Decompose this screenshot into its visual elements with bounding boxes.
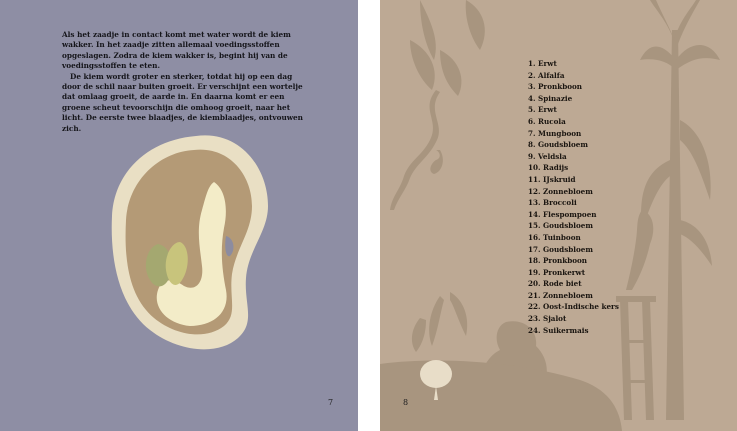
list-item: 5. Erwt	[528, 105, 557, 115]
beet-leaf	[412, 318, 426, 352]
list-item: 17. Goudsbloem	[528, 244, 593, 254]
list-item: 1. Erwt	[528, 59, 557, 68]
ground-mound	[380, 361, 622, 431]
corn-tassel	[674, 0, 700, 44]
list-item: 9. Veldsla	[528, 151, 567, 161]
list-item: 11. IJskruid	[528, 174, 576, 184]
list-item: 23. Sjalot	[528, 314, 567, 324]
list-item: 2. Alfalfa	[528, 70, 565, 80]
list-item: 16. Tuinboon	[528, 232, 581, 242]
paragraph-2: De kiem wordt groter en sterker, totdat hij op een dag door de schil naar buiten groeit. Er verschijnt een wortelje dat omlaag groeit, de aarde in. En daarna komt er een groene scheut tevoorschijn die omhoog groeit, naar het licht. De eerste twee blaadjes, de kiemblaadjes, ontvouwen zich.	[62, 71, 303, 133]
list-item: 18. Pronkboon	[528, 256, 588, 266]
beet-root	[420, 360, 452, 388]
list-item: 13. Broccoli	[528, 198, 577, 208]
ladder-seat	[616, 296, 656, 302]
leaf-silhouette	[440, 50, 461, 96]
list-item: 24. Suikermais	[528, 325, 589, 335]
figure-silhouette-top	[466, 0, 485, 50]
ladder-leg	[620, 300, 632, 420]
left-page	[0, 0, 358, 431]
list-item: 12. Zonnebloem	[528, 186, 593, 196]
list-item: 20. Rode biet	[528, 279, 582, 289]
vine-silhouette	[390, 90, 440, 210]
list-item: 15. Goudsbloem	[528, 221, 593, 231]
ladder-leg	[642, 300, 654, 420]
page-number: 8	[403, 398, 409, 407]
page-gutter	[358, 0, 380, 431]
list-item: 3. Pronkboon	[528, 82, 583, 92]
bean-seed-illustration	[0, 0, 358, 431]
list-item: 7. Mungboon	[528, 128, 582, 138]
paragraph-1: Als het zaadje in contact komt met water wordt de kiem wakker. In het zaadje zitten allemaal voedingsstoffen opgeslagen. Zodra de kiem wakker is, begint hij van de voedingsstoffen te eten.	[62, 30, 291, 71]
list-item: 8. Goudsbloem	[528, 140, 588, 150]
corn-leaf	[680, 220, 712, 266]
beet-leaf	[429, 296, 444, 346]
corn-leaf	[676, 45, 720, 70]
list-item: 22. Oost-Indische kers	[528, 302, 619, 312]
right-page	[380, 0, 737, 431]
list-item: 6. Rucola	[528, 116, 566, 126]
list-item: 4. Spinazie	[528, 93, 573, 103]
page-number: 7	[328, 398, 334, 407]
vine-curl	[430, 150, 443, 174]
ladder-rung	[624, 380, 650, 383]
ladder-rung	[624, 340, 650, 343]
list-item: 19. Pronkerwt	[528, 267, 586, 277]
corn-leaf	[640, 46, 676, 70]
beet-leaf	[450, 292, 467, 336]
list-item: 21. Zonnebloem	[528, 290, 593, 300]
climbing-figure-silhouette	[626, 210, 653, 290]
corn-leaf	[680, 120, 711, 200]
list-item: 10. Radijs	[528, 163, 569, 173]
list-item: 14. Flespompoen	[528, 209, 597, 219]
seed-list	[528, 58, 619, 336]
